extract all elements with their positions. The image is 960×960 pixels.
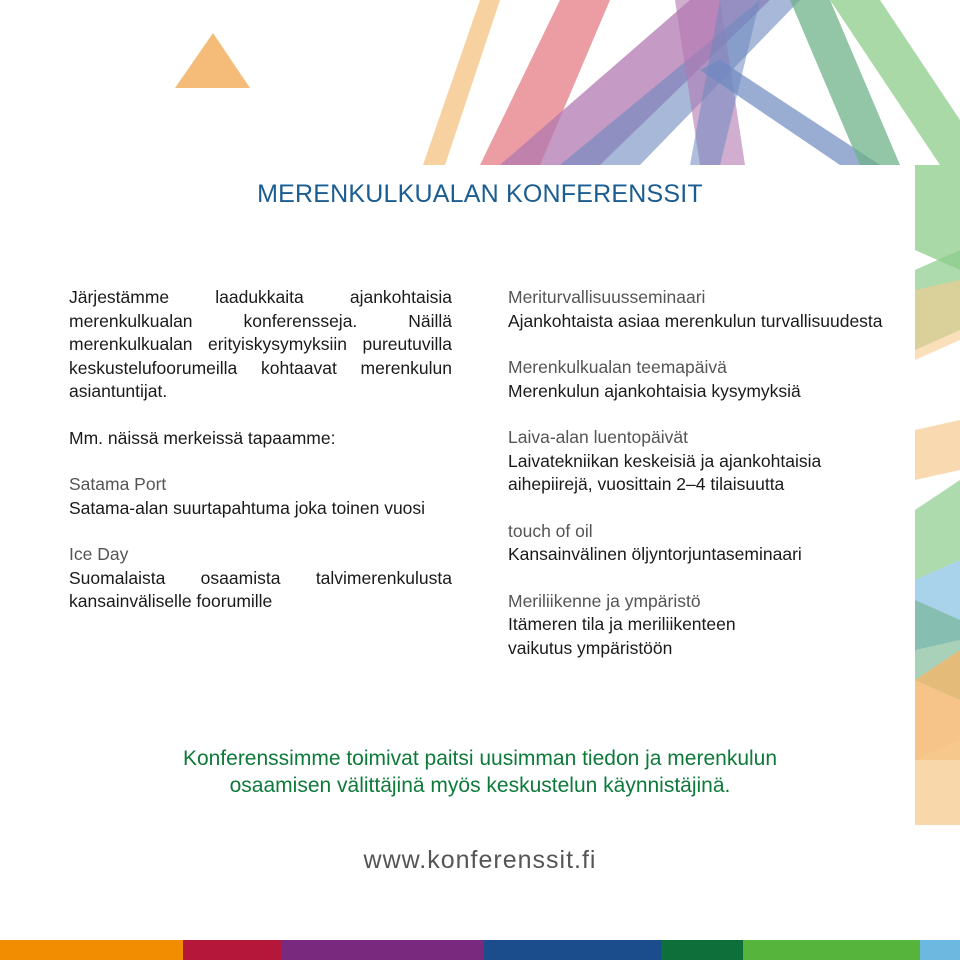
event-entry	[69, 473, 452, 520]
event-entry	[508, 426, 868, 497]
event-description: Kansainvälinen öljyntorjuntaseminaari	[508, 544, 802, 564]
event-entry	[69, 543, 452, 614]
event-name: Laiva-alan luentopäivät	[508, 427, 688, 447]
color-bar-segment	[281, 940, 484, 960]
event-entry	[508, 520, 908, 567]
side-ribbons	[915, 165, 960, 825]
event-description: Satama-alan suurtapahtuma joka toinen vuosi	[69, 497, 426, 518]
page-title: MERENKULKUALAN KONFERENSSIT	[257, 180, 703, 208]
event-description: Itämeren tila ja meriliikenteen vaikutus ympäristöön	[508, 614, 736, 658]
color-bar-segment	[661, 940, 743, 960]
orange-triangle-shape	[175, 33, 250, 88]
event-name: Meriturvallisuusseminaari	[508, 287, 706, 307]
event-name: Merenkulkualan teemapäivä	[508, 357, 727, 377]
event-description: Merenkulun ajankohtaisia kysymyksiä	[508, 380, 801, 401]
color-bar	[0, 940, 960, 960]
intro-paragraph: Järjestämme laadukkaita ajankohtaisia merenkulkualan konferensseja. Näillä merenkulkualan erityiskysymyksiin pureutuvilla keskustelufoorumeilla kohtaavat merenkulun asiantuntijat.	[69, 287, 452, 401]
closing-line: Konferenssimme toimivat paitsi uusimman tiedon ja merenkulun	[182, 747, 778, 770]
event-entry	[508, 356, 908, 403]
top-ribbons	[423, 0, 960, 165]
closing-line: osaamisen välittäjinä myös keskustelun käynnistäjinä.	[229, 774, 731, 797]
color-bar-segment	[183, 940, 281, 960]
event-name: Ice Day	[69, 544, 129, 564]
event-name: Satama Port	[69, 474, 167, 494]
closing-statement	[0, 745, 960, 799]
event-description: Ajankohtaista asiaa merenkulun turvallisuudesta	[508, 310, 883, 331]
lead-text: Mm. näissä merkeissä tapaamme:	[69, 427, 336, 448]
color-bar-segment	[0, 940, 183, 960]
event-description: Suomalaista osaamista talvimerenkulusta kansainväliselle foorumille	[69, 567, 452, 611]
left-column	[69, 286, 452, 637]
color-bar-segment	[484, 940, 661, 960]
event-entry	[508, 286, 908, 333]
website-link[interactable]: www.konferenssit.fi	[363, 846, 597, 874]
event-description: Laivatekniikan keskeisiä ja ajankohtaisia aihepiirejä, vuosittain 2–4 tilaisuutta	[508, 450, 822, 494]
event-name: Meriliikenne ja ympäristö	[508, 590, 701, 611]
event-name: touch of oil	[508, 520, 593, 541]
color-bar-segment	[920, 940, 960, 960]
right-column	[508, 286, 908, 683]
event-entry	[508, 590, 778, 661]
color-bar-segment	[743, 940, 920, 960]
